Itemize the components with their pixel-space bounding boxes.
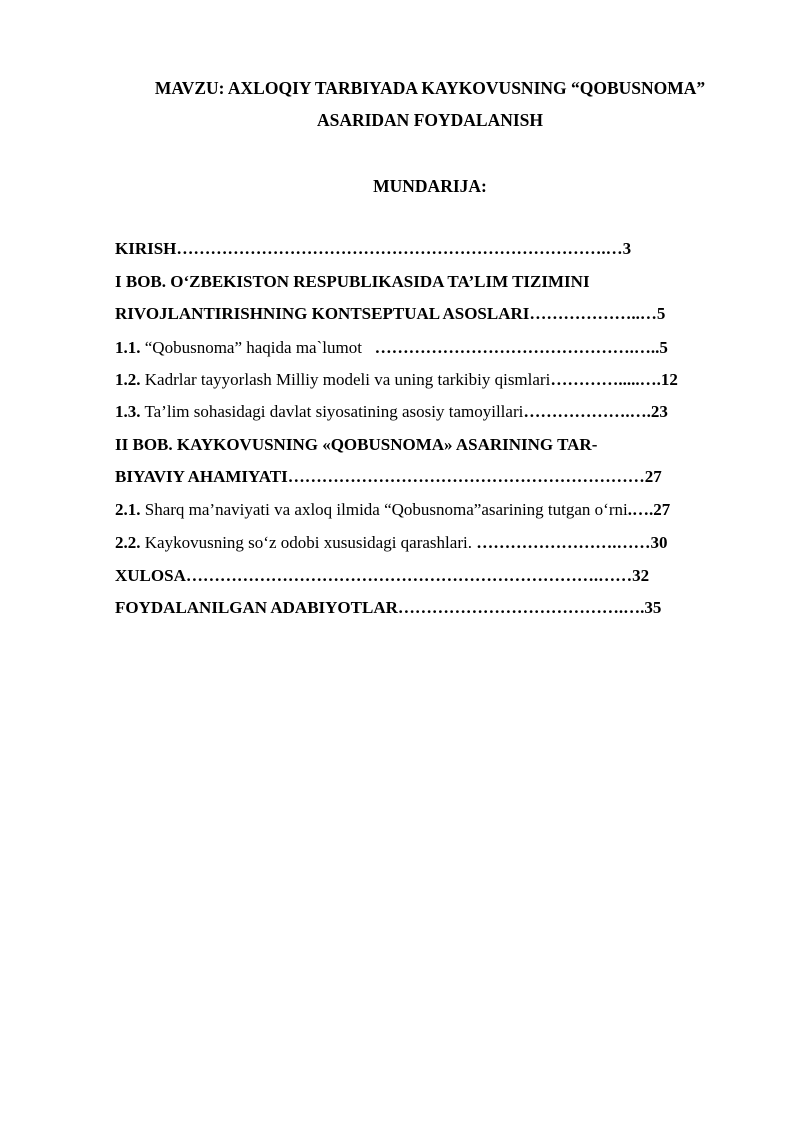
toc-entry-chapter-2-line-2[interactable]: BIYAVIY AHAMIYATI………………………………………………………27 [115,467,662,486]
toc-text: Ta’lim sohasidagi davlat siyosatining asosiy tamoyillari [140,402,524,421]
toc-entry-adabiyotlar[interactable]: FOYDALANILGAN ADABIYOTLAR………………………………….….35 [115,598,662,617]
toc-number: 1.1. [115,338,141,357]
toc-number: 2.2. [115,533,141,552]
toc-leader-page: ……………….….23 [523,402,668,421]
toc-text: Kaykovusning so‘z odobi xususidagi qarashlari. [140,533,477,552]
toc-number: 1.2. [115,370,141,389]
contents-heading: MUNDARIJA: [373,176,487,196]
document-title-line-1: MAVZU: AXLOQIY TARBIYADA KAYKOVUSNING “QOBUSNOMA” [154,78,706,98]
toc-entry-chapter-1-line-2[interactable]: RIVOJLANTIRISHNING KONTSEPTUAL ASOSLARI………………..…5 [115,304,666,323]
toc-leader-page: .….27 [627,500,671,519]
toc-entry-1-2[interactable] [115,366,678,394]
toc-leader-page: ……………………………………….…..5 [374,338,668,357]
toc-leader-page: …………………….……30 [476,533,668,552]
toc-text: “Qobusnoma” haqida ma`lumot [140,338,375,357]
toc-entry-chapter-1-line-1[interactable]: I BOB. O‘ZBEKISTON RESPUBLIKASIDA TA’LIM TIZIMINI [115,272,590,291]
toc-entry-chapter-2-line-1[interactable]: II BOB. KAYKOVUSNING «QOBUSNOMA» ASARINING TAR- [115,435,598,454]
toc-number: 1.3. [115,402,141,421]
toc-text: Sharq ma’naviyati va axloq ilmida “Qobusnoma”asarining tutgan o‘rni [140,500,628,519]
toc-entry-1-1[interactable] [115,334,668,362]
toc-leader-page: ………….....….12 [550,370,678,389]
document-title-line-2: ASARIDAN FOYDALANISH [316,110,544,130]
toc-entry-2-1[interactable] [115,496,670,524]
toc-text: Kadrlar tayyorlash Milliy modeli va uning tarkibiy qismlari [140,370,551,389]
toc-entry-xulosa[interactable]: XULOSA……………………………………………………………….……32 [115,566,650,585]
toc-entry-2-2[interactable] [115,529,667,557]
toc-number: 2.1. [115,500,141,519]
toc-entry-1-3[interactable] [115,398,668,426]
toc-entry-kirish[interactable]: KIRISH………………………………………………………………….…3 [115,239,632,258]
